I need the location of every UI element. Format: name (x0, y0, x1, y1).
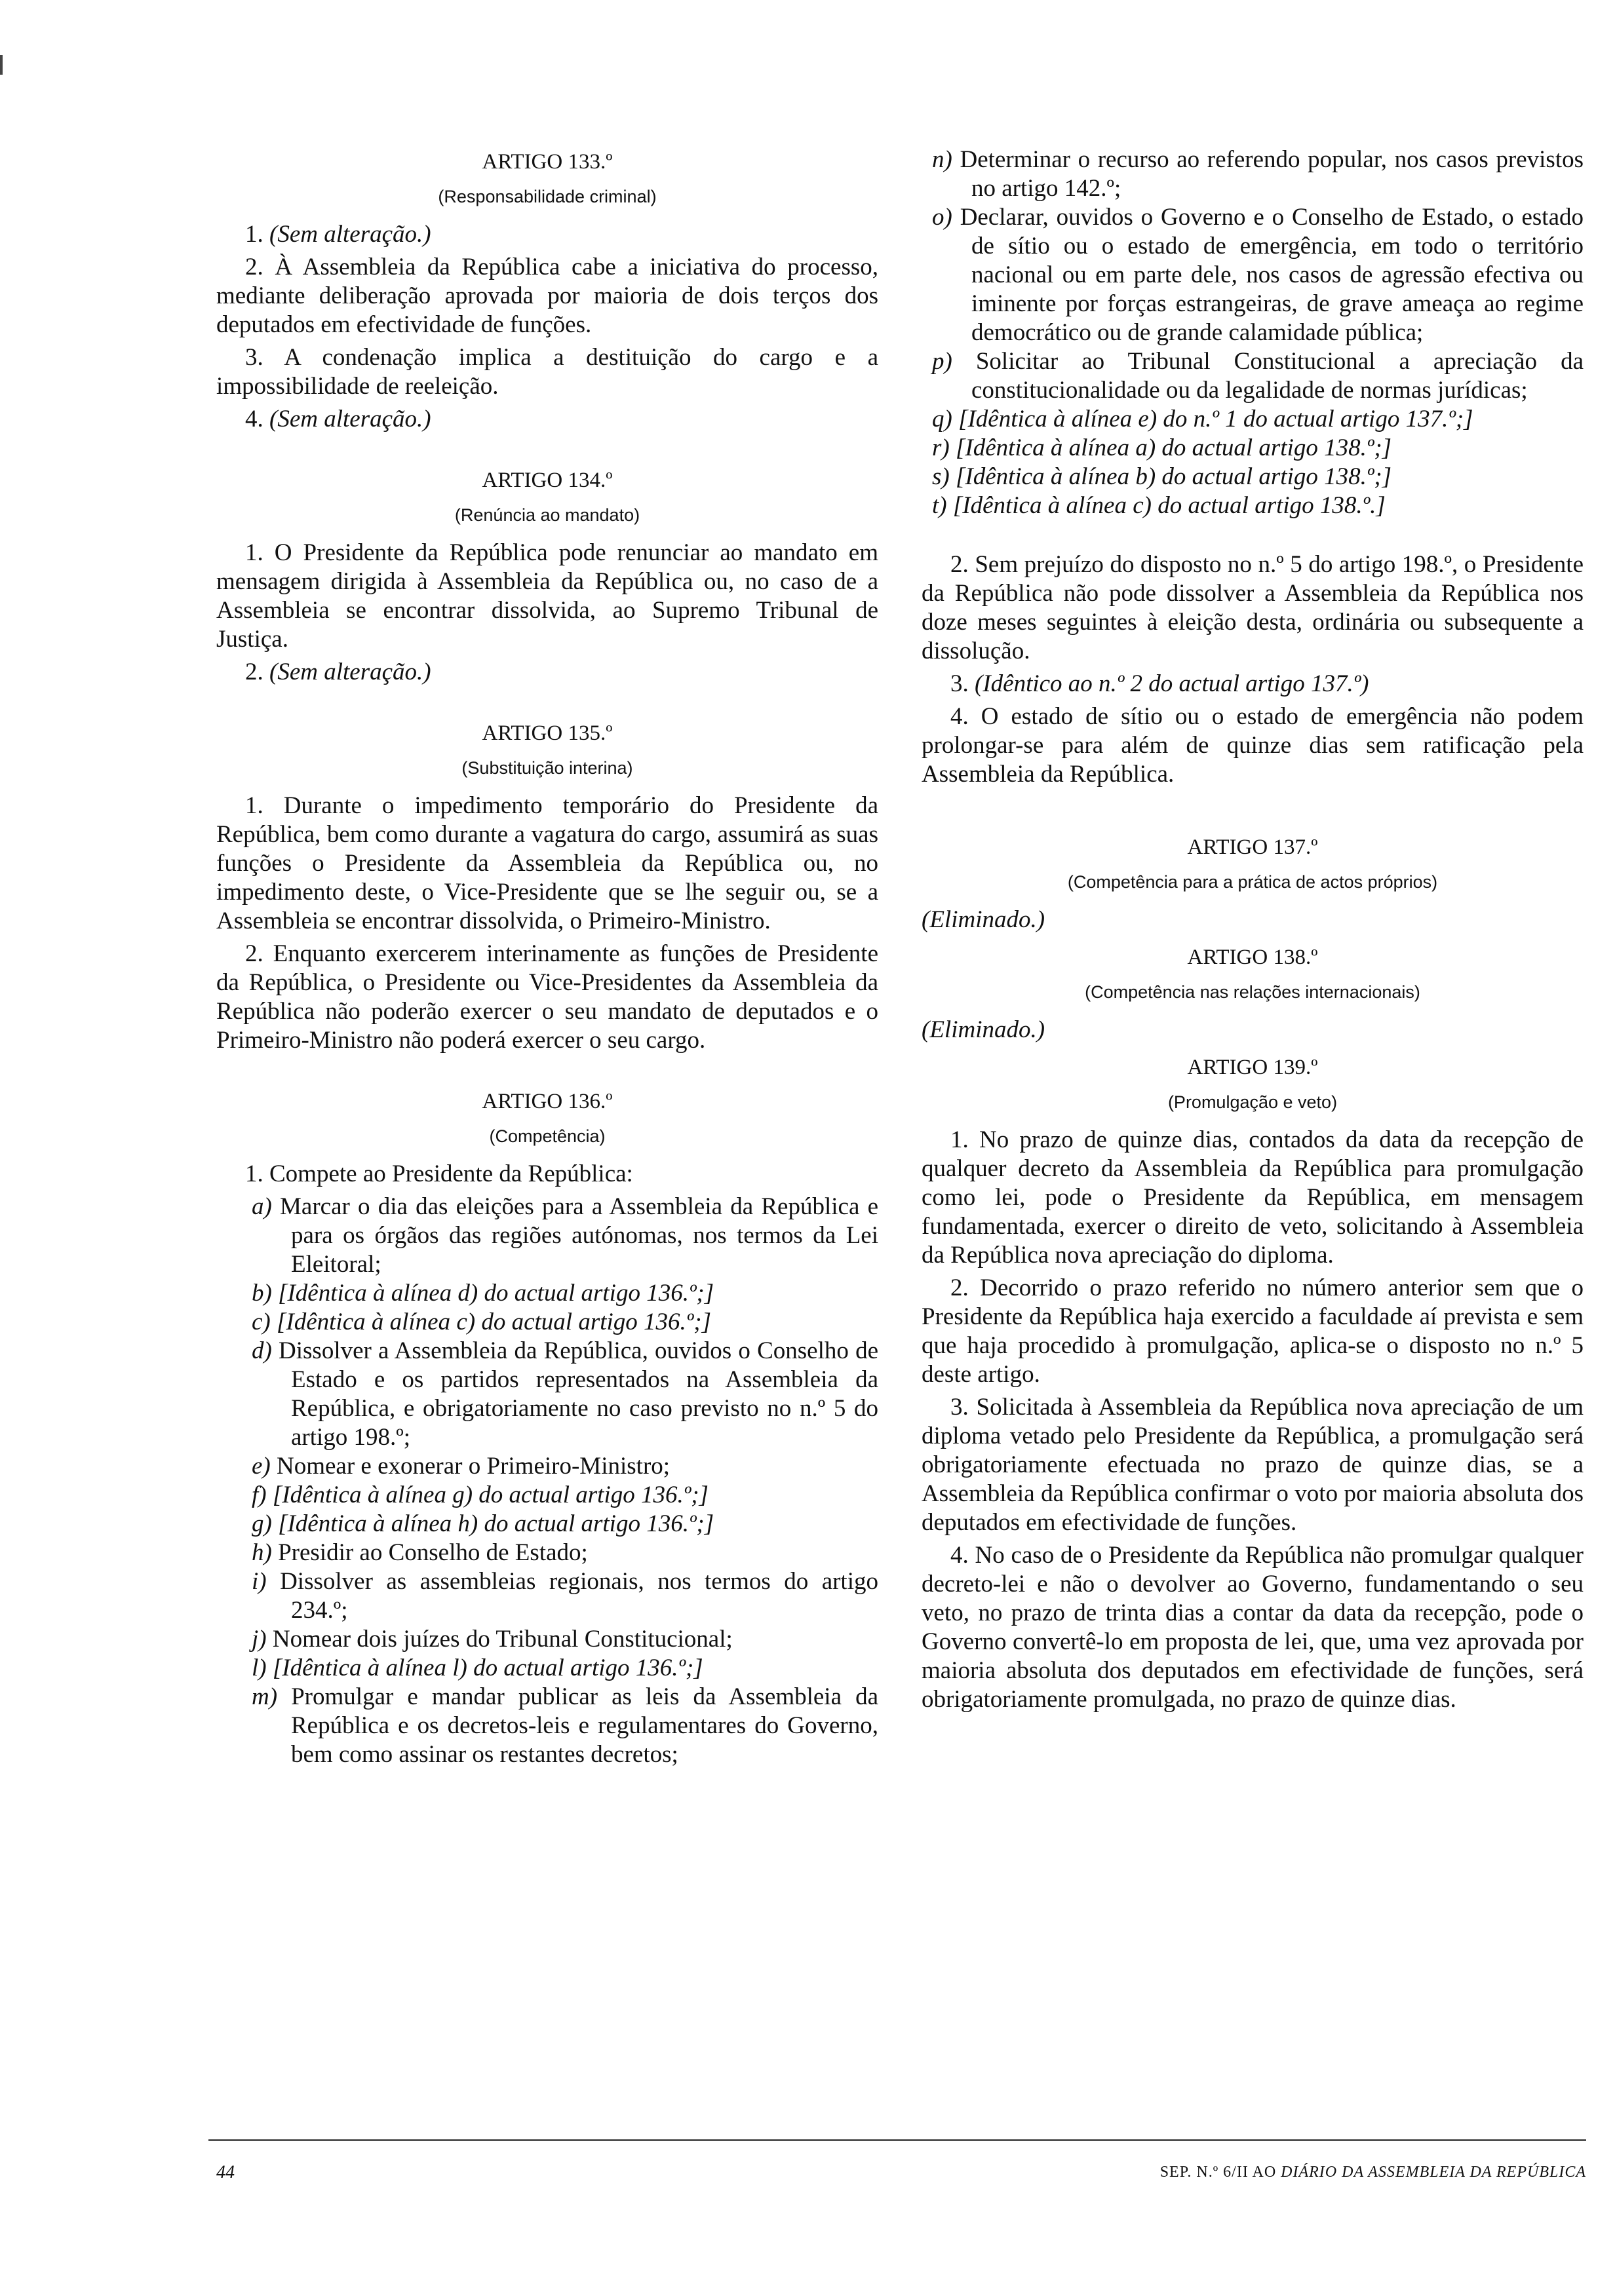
item-letter: c) (252, 1309, 271, 1335)
paragraph-note: (Idêntico ao n.º 2 do actual artigo 137.º) (975, 670, 1369, 697)
running-footer (1160, 2164, 1586, 2181)
article-subtitle: (Renúncia ao mandato) (454, 505, 640, 525)
item-text: Dissolver as assembleias regionais, nos termos do artigo 234.º; (280, 1568, 878, 1624)
paragraph-note: (Sem alteração.) (269, 406, 431, 432)
item-text: Nomear dois juízes do Tribunal Constitucional; (272, 1626, 733, 1653)
article-subtitle: (Promulgação e veto) (1167, 1092, 1338, 1112)
item-text: Marcar o dia das eleições para a Assembleia da República e para os órgãos das regiões autónomas, nos termos da Lei Eleitoral; (280, 1193, 878, 1278)
list-item (922, 145, 1584, 203)
paragraph-1 (216, 220, 878, 249)
eliminated-note: (Eliminado.) (922, 906, 1045, 933)
scan-edge-mark (0, 55, 3, 75)
list-item (922, 434, 1584, 463)
paragraph-number: 1. (245, 221, 263, 248)
list-item (922, 463, 1584, 491)
paragraph-2: 2. Sem prejuízo do disposto no n.º 5 do artigo 198.º, o Presidente da República não pode dissolver a Assembleia da República nos doze meses seguintes à eleição desta, ordinária ou subsequente a dissolução. (922, 551, 1584, 664)
paragraph-1: 1. No prazo de quinze dias, contados da data da recepção de qualquer decreto da Assembleia da República para promulgação como lei, pode o Presidente da República, em mensagem fundamentada, exercer o direito de veto, solicitando à Assembleia da República nova apreciação do diploma. (922, 1126, 1584, 1269)
paragraph-1: 1. Durante o impedimento temporário do Presidente da República, bem como durante a vagatura do cargo, assumirá as suas funções o Presidente da Assembleia da República ou, no impedimento deste, o Vice-Presidente que se lhe seguir ou, se a Assembleia se encontrar dissolvida, o Primeiro-Ministro. (216, 792, 878, 934)
article-135 (216, 717, 878, 1055)
item-letter: d) (252, 1337, 272, 1364)
item-letter: j) (252, 1626, 267, 1653)
item-letter: g) (252, 1510, 272, 1537)
item-text: Promulgar e mandar publicar as leis da Assembleia da República e os decretos-leis e regulamentares do Governo, bem como assinar os restantes decretos; (291, 1683, 878, 1768)
right-column (922, 145, 1584, 1718)
item-text: [Idêntica à alínea b) do actual artigo 138.º;] (955, 463, 1392, 490)
item-text: Declarar, ouvidos o Governo e o Conselho de Estado, o estado de sítio ou o estado de emergência, em todo o território nacional ou em parte dele, nos casos de agressão efectiva ou iminente por forças estrangeiras, de grave ameaça ao regime democrático ou de grande calamidade pública; (960, 204, 1584, 346)
article-title: ARTIGO 133.º (482, 150, 613, 174)
item-letter: a) (252, 1193, 272, 1220)
item-text: [Idêntica à alínea c) do actual artigo 138.º.] (952, 492, 1386, 519)
paragraph-1: 1. Compete ao Presidente da República: (245, 1160, 633, 1187)
item-letter: r) (932, 434, 950, 461)
item-letter: s) (932, 463, 950, 490)
paragraph-4: 4. O estado de sítio ou o estado de emergência não podem prolongar-se para além de quinze dias sem ratificação pela Assembleia da República. (922, 703, 1584, 788)
paragraph-4: 4. No caso de o Presidente da República não promulgar qualquer decreto-lei e não o devolver ao Governo, fundamentando o seu veto, no prazo de trinta dias a contar da data da recepção, pode o Governo convertê-lo em proposta de lei, que, uma vez aprovada por maioria absoluta dos deputados em efectividade de funções, será obrigatoriamente promulgada, no prazo de quinze dias. (922, 1542, 1584, 1713)
paragraph-2: 2. Decorrido o prazo referido no número anterior sem que o Presidente da República haja exercido a faculdade aí prevista e sem que haja procedido à promulgação, aplica-se o disposto no n.º 5 deste artigo. (922, 1274, 1584, 1388)
item-letter: e) (252, 1453, 271, 1480)
paragraph-2: 2. Enquanto exercerem interinamente as funções de Presidente da República, o Presidente ou Vice-Presidentes da Assembleia da República não poderão exercer o seu mandato de deputados e o Primeiro-Ministro não poderá exercer o seu cargo. (216, 940, 878, 1054)
list-item (216, 1308, 878, 1337)
item-letter: n) (932, 146, 952, 173)
article-138 (922, 941, 1584, 1044)
item-letter: h) (252, 1539, 272, 1566)
paragraph-3: 3. Solicitada à Assembleia da República nova apreciação de um diploma vetado pelo Presidente da República, a promulgação será obrigatoriamente efectuada no prazo de quinze dias, se a Assembleia da República confirmar o voto por maioria absoluta dos deputados em efectividade de funções. (922, 1394, 1584, 1536)
article-136 (216, 1085, 878, 1769)
item-letter: o) (932, 204, 952, 231)
paragraph-1: 1. O Presidente da República pode renunciar ao mandato em mensagem dirigida à Assembleia da República ou, no caso de a Assembleia se encontrar dissolvida, ao Supremo Tribunal de Justiça. (216, 539, 878, 653)
page-number: 44 (216, 2162, 235, 2183)
article-139 (922, 1051, 1584, 1714)
footer-rule (208, 2139, 1586, 2141)
list-item (216, 1510, 878, 1539)
paragraph-3 (922, 670, 1584, 698)
item-letter: q) (932, 406, 952, 432)
list-item (216, 1654, 878, 1683)
eliminated-note: (Eliminado.) (922, 1016, 1045, 1043)
list-item (216, 1279, 878, 1308)
item-text: [Idêntica à alínea c) do actual artigo 136.º;] (277, 1309, 711, 1335)
running-footer-title: DIÁRIO DA ASSEMBLEIA DA REPÚBLICA (1281, 2164, 1586, 2181)
list-item (922, 405, 1584, 434)
article-137 (922, 831, 1584, 934)
article-title: ARTIGO 134.º (482, 469, 613, 492)
item-text: Nomear e exonerar o Primeiro-Ministro; (277, 1453, 671, 1480)
item-letter: b) (252, 1280, 272, 1307)
item-text: [Idêntica à alínea e) do n.º 1 do actual artigo 137.º;] (958, 406, 1473, 432)
item-letter: l) (252, 1655, 267, 1681)
article-title: ARTIGO 139.º (1187, 1056, 1318, 1079)
list-item (922, 203, 1584, 347)
item-text: [Idêntica à alínea h) do actual artigo 136.º;] (278, 1510, 714, 1537)
item-text: [Idêntica à alínea l) do actual artigo 136.º;] (272, 1655, 703, 1681)
item-text: Presidir ao Conselho de Estado; (278, 1539, 588, 1566)
item-list (922, 145, 1584, 520)
list-item (216, 1539, 878, 1567)
item-text: [Idêntica à alínea a) do actual artigo 138.º;] (955, 434, 1392, 461)
paragraph-2 (216, 658, 878, 687)
article-title: ARTIGO 137.º (1187, 835, 1318, 859)
article-title: ARTIGO 135.º (482, 721, 613, 745)
article-subtitle: (Substituição interina) (461, 758, 633, 778)
list-item (922, 491, 1584, 520)
running-footer-prefix: SEP. N.º 6/II AO (1159, 2164, 1277, 2181)
article-133 (216, 145, 878, 434)
paragraph-4 (216, 405, 878, 434)
list-item (922, 347, 1584, 405)
paragraph-2: 2. À Assembleia da República cabe a iniciativa do processo, mediante deliberação aprovada por maioria de dois terços dos deputados em efectividade de funções. (216, 254, 878, 338)
item-letter: m) (252, 1683, 278, 1710)
paragraph-number: 4. (245, 406, 263, 432)
item-letter: f) (252, 1482, 267, 1508)
article-subtitle: (Competência nas relações internacionais) (1085, 982, 1420, 1002)
article-134 (216, 464, 878, 687)
item-text: Determinar o recurso ao referendo popular, nos casos previstos no artigo 142.º; (960, 146, 1584, 202)
item-text: Dissolver a Assembleia da República, ouvidos o Conselho de Estado e os partidos representados na Assembleia da República, e obrigatoriamente no caso previsto no n.º 5 do artigo 198.º; (279, 1337, 878, 1451)
list-item (216, 1683, 878, 1769)
item-text: Solicitar ao Tribunal Constitucional a apreciação da constitucionalidade ou da legalidade de normas jurídicas; (971, 348, 1584, 404)
list-item (216, 1567, 878, 1625)
item-text: [Idêntica à alínea d) do actual artigo 136.º;] (278, 1280, 714, 1307)
paragraph-note: (Sem alteração.) (269, 221, 431, 248)
list-item (216, 1193, 878, 1279)
item-letter: i) (252, 1568, 267, 1595)
item-list (216, 1193, 878, 1769)
article-title: ARTIGO 136.º (482, 1090, 613, 1113)
article-subtitle: (Competência para a prática de actos próprios) (1067, 872, 1438, 892)
item-text: [Idêntica à alínea g) do actual artigo 136.º;] (272, 1482, 709, 1508)
item-letter: p) (932, 348, 952, 375)
article-subtitle: (Competência) (489, 1126, 606, 1146)
left-column (216, 145, 878, 1776)
list-item (216, 1337, 878, 1452)
list-item (216, 1625, 878, 1654)
list-item (216, 1452, 878, 1481)
paragraph-note: (Sem alteração.) (269, 659, 431, 685)
paragraph-number: 3. (950, 670, 969, 697)
item-letter: t) (932, 492, 947, 519)
list-item (216, 1481, 878, 1510)
article-title: ARTIGO 138.º (1187, 946, 1318, 969)
article-subtitle: (Responsabilidade criminal) (438, 187, 657, 206)
paragraph-number: 2. (245, 659, 263, 685)
paragraph-3: 3. A condenação implica a destituição do cargo e a impossibilidade de reeleição. (216, 344, 878, 400)
article-136-continued (922, 145, 1584, 789)
